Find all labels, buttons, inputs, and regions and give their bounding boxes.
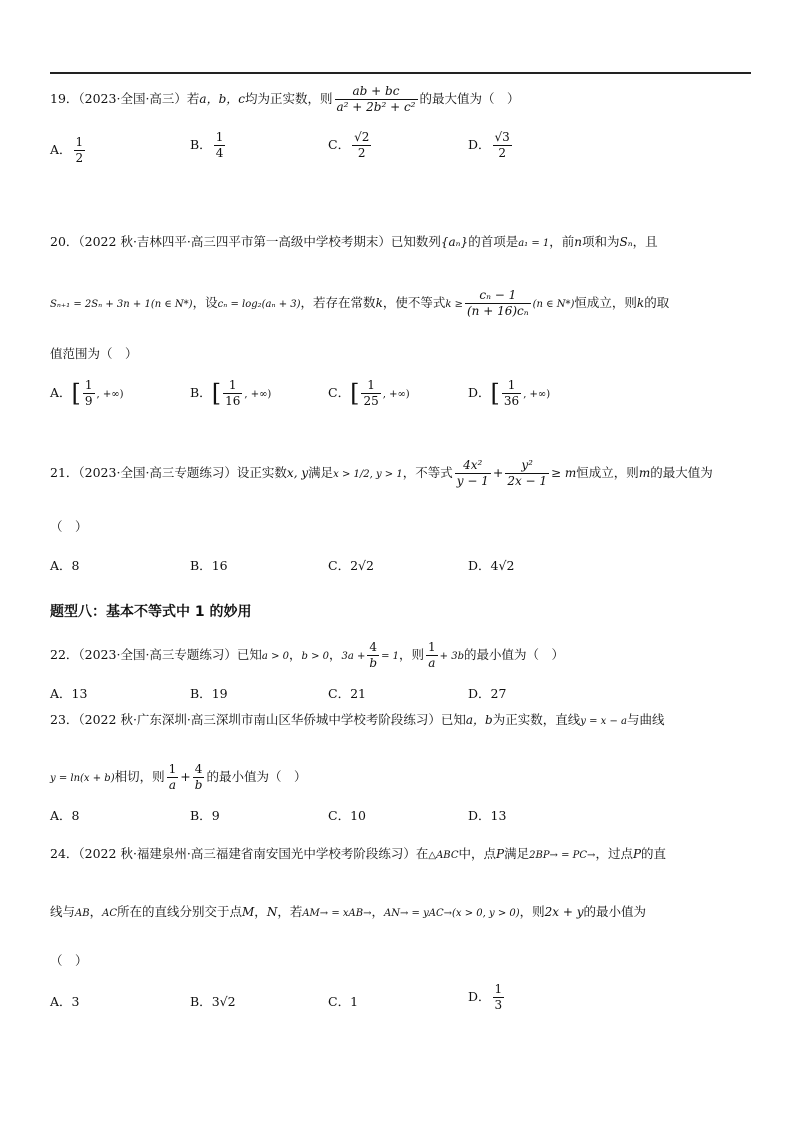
q20-ineq-den: (n + 16)cₙ [466, 304, 529, 318]
q24-line2 [50, 903, 646, 923]
q19-option-d[interactable] [468, 130, 514, 161]
option-num: √2 [354, 130, 370, 144]
q19-option-b[interactable] [190, 130, 227, 161]
option-den: 4 [215, 146, 224, 160]
q19-question: 的最大值为（ ） [419, 91, 520, 106]
frac-den: a [428, 656, 436, 670]
q24-ab: AB [75, 908, 90, 919]
q23-option-d[interactable] [468, 806, 506, 824]
q19-text: 均为正实数，则 [244, 91, 333, 106]
option-num: 1 [215, 130, 224, 144]
q23-text: 与曲线 [626, 712, 665, 727]
q24-text: 满足 [504, 846, 530, 861]
q20-text: 恒成立，则 [574, 295, 637, 310]
option-value: 3√2 [211, 994, 236, 1009]
q23-option-b[interactable] [190, 806, 220, 824]
option-label: B． [190, 808, 212, 823]
q24-text: 中，点 [458, 846, 497, 861]
frac-den: b [369, 656, 378, 670]
q19-fraction [335, 84, 418, 115]
q24-expr: 2x + y [544, 905, 584, 919]
q20-sn: Sₙ [619, 235, 633, 249]
frac-num: 4 [367, 640, 379, 656]
q23-source: 23．（2022 秋·广东深圳·高三深圳市南山区华侨城中学校考阶段练习）已知 [50, 712, 466, 727]
q24-m: M [242, 905, 255, 919]
separator: ， [371, 904, 385, 919]
frac-num: y² [505, 458, 549, 474]
option-den: 36 [503, 394, 520, 408]
q22-option-a[interactable] [50, 684, 87, 702]
separator: ， [89, 904, 103, 919]
q24-ac: AC [102, 908, 117, 919]
option-label: B． [190, 994, 212, 1009]
q21-text: 满足 [308, 465, 334, 480]
option-label: C． [328, 808, 351, 823]
q24-p: P [632, 847, 642, 861]
q22-c2: b > 0 [301, 651, 329, 662]
q21-frac1 [455, 458, 491, 489]
option-value: 13 [71, 686, 88, 701]
option-label: C． [328, 686, 351, 701]
q23-option-c[interactable] [328, 806, 366, 824]
q21-option-b[interactable] [190, 556, 228, 574]
option-value: 8 [71, 558, 80, 573]
option-value: 16 [211, 558, 228, 573]
q21-m: m [638, 466, 651, 480]
q24-option-b[interactable] [190, 992, 236, 1010]
option-den: 2 [498, 146, 506, 160]
option-value: 1 [350, 994, 359, 1009]
option-label: D． [468, 137, 491, 152]
frac-num: 1 [168, 762, 177, 776]
option-label: D． [468, 686, 491, 701]
q24-text: 所在的直线分别交于点 [116, 904, 242, 919]
q23-line-eq: y = x − a [580, 716, 627, 727]
frac-num: 1 [428, 640, 436, 654]
q21-text: 的最大值为 [650, 465, 713, 480]
q22-question: 的最小值为（ ） [464, 647, 565, 662]
q20-line2 [50, 288, 669, 319]
option-num: 1 [75, 135, 84, 149]
frac-den: y − 1 [456, 474, 489, 488]
q22-c3b: = 1 [381, 651, 400, 662]
option-label: D． [468, 989, 491, 1004]
q20-recurrence: Sₙ₊₁ = 2Sₙ + 3n + 1(n ∈ N*) [50, 299, 193, 310]
q20-ineq-cond: (n ∈ N*) [532, 299, 575, 310]
option-den: 16 [225, 394, 241, 408]
q20-option-d[interactable]: D．[ $\frac{1}{36}$ , +∞) [468, 378, 551, 408]
q24-tri: △ABC [428, 850, 459, 861]
q22-option-b[interactable] [190, 684, 228, 702]
q24-vec-eq: 2BP→ = PC→ [529, 850, 596, 861]
option-label: A． [50, 808, 72, 823]
q21-line1 [50, 458, 713, 489]
q22-expr: + 3b [439, 651, 464, 662]
q24-am: AM→ = xAB→ [302, 908, 372, 919]
q21-option-d[interactable] [468, 556, 514, 574]
option-value: 27 [490, 686, 507, 701]
q23-line2 [50, 762, 306, 793]
separator: ， [329, 647, 342, 662]
separator: ， [254, 904, 267, 919]
q20-text: 项和为 [582, 234, 620, 249]
q20-ineq-lhs: k ≥ [445, 299, 463, 310]
option-label: C． [328, 385, 351, 400]
q24-text: ，过点 [595, 846, 633, 861]
q21-source: 21．（2023·全国·高三专题练习）设正实数 [50, 465, 287, 480]
option-label: C． [328, 994, 351, 1009]
q23-line1 [50, 711, 665, 731]
option-num: 1 [223, 378, 242, 394]
q20-text: ，若存在常数 [300, 295, 376, 310]
q20-text: ，且 [632, 234, 658, 249]
q21-text: 恒成立，则 [576, 465, 639, 480]
option-label: B． [190, 385, 212, 400]
q22-stem [50, 640, 564, 671]
q23-text: 为正实数，直线 [492, 712, 581, 727]
q20-text: 的取 [644, 295, 670, 310]
q22-c3: 3a + [341, 651, 366, 662]
q24-option-c[interactable] [328, 992, 358, 1010]
q19-option-c[interactable] [328, 130, 373, 161]
frac-den: a [168, 778, 177, 792]
q20-option-c[interactable]: C．[ $\frac{1}{25}$ , +∞) [328, 378, 410, 408]
top-rule [50, 72, 751, 74]
q22-c1: a > 0 [261, 651, 289, 662]
q20-text: ，使不等式 [382, 295, 446, 310]
q20-text: ，前 [549, 234, 575, 249]
q23-frac1 [167, 762, 179, 793]
option-value: 8 [71, 808, 80, 823]
option-label: D． [468, 808, 491, 823]
q22-source: 22．（2023·全国·高三专题练习）已知 [50, 647, 262, 662]
q19-frac-num: ab + bc [335, 84, 418, 100]
plus-sign: + [180, 769, 191, 784]
q20-ineq-fraction [465, 288, 531, 319]
q21-ge: ≥ m [551, 466, 577, 480]
option-value: 13 [490, 808, 507, 823]
q21-text: ，不等式 [402, 465, 453, 480]
option-label: C． [328, 137, 351, 152]
q20-a1: a₁ = 1 [518, 238, 550, 249]
option-label: D． [468, 558, 491, 573]
q21-line2: （ ） [50, 519, 88, 534]
option-label: A． [50, 385, 72, 400]
q21-cond: x > 1/2, y > 1 [333, 469, 403, 480]
q21-frac2 [505, 458, 549, 489]
q19-option-a[interactable] [50, 135, 87, 166]
option-label: C． [328, 558, 351, 573]
q21-option-c[interactable] [328, 556, 374, 574]
q23-curve: y = ln(x + b) [50, 773, 115, 784]
frac-num: 4x² [455, 458, 491, 474]
q24-text: ，若 [277, 904, 303, 919]
option-den: 2 [75, 151, 84, 165]
q20-cn: cₙ = log₂(aₙ + 3) [217, 299, 301, 310]
q24-text: 线与 [50, 904, 76, 919]
option-num: √3 [494, 130, 510, 144]
q24-source: 24．（2022 秋·福建泉州·高三福建省南安国光中学校考阶段练习）在 [50, 846, 429, 861]
q23-option-a[interactable] [50, 806, 79, 824]
option-value: 9 [211, 808, 220, 823]
q20-line3: 值范围为（ ） [50, 346, 138, 361]
option-value: 3 [71, 994, 80, 1009]
q19-vars: a，b，c [199, 92, 245, 106]
option-label: B． [190, 137, 212, 152]
option-den: 3 [494, 998, 503, 1012]
q19-frac-den: a² + 2b² + c² [336, 100, 416, 114]
option-tail: , +∞) [96, 389, 124, 400]
q20-k: k [636, 296, 645, 310]
q22-frac [367, 640, 379, 671]
option-num: 1 [502, 378, 521, 394]
frac-den: b [194, 778, 203, 792]
section-heading: 题型八：基本不等式中 1 的妙用 [50, 604, 252, 620]
q20-option-b[interactable]: B．[ $\frac{1}{16}$ , +∞) [190, 378, 272, 408]
option-label: B． [190, 686, 212, 701]
q20-source: 20．（2022 秋·吉林四平·高三四平市第一高级中学校考期末）已知数列 [50, 234, 441, 249]
q23-question: 的最小值为（ ） [206, 769, 307, 784]
option-label: D． [468, 385, 491, 400]
q21-option-a[interactable] [50, 556, 79, 574]
q22-option-d[interactable] [468, 684, 506, 702]
q22-option-c[interactable] [328, 684, 366, 702]
option-tail: , +∞) [523, 389, 551, 400]
q20-option-a[interactable]: A．[ $\frac{1}{9}$ , +∞) [50, 378, 124, 408]
q20-seq: {aₙ} [440, 235, 469, 249]
option-tail: , +∞) [382, 389, 410, 400]
option-tail: , +∞) [244, 389, 272, 400]
q20-ineq-num: cₙ − 1 [465, 288, 531, 304]
q20-text: 的首项是 [468, 234, 519, 249]
option-label: B． [190, 558, 212, 573]
option-label: A． [50, 994, 72, 1009]
q24-option-d[interactable] [468, 982, 506, 1013]
option-value: 10 [350, 808, 366, 823]
q20-n: n [574, 235, 583, 249]
q19-stem [50, 84, 520, 115]
separator: ， [288, 647, 302, 662]
q24-n: N [266, 905, 278, 919]
q24-text: ，则 [519, 904, 545, 919]
q21-xy: x, y [286, 466, 309, 480]
option-den: 2 [357, 146, 366, 160]
q24-line1 [50, 845, 666, 865]
q23-ab: a，b [465, 713, 493, 727]
q22-expr-frac [426, 640, 438, 671]
option-label: A． [50, 142, 72, 157]
q24-text: 的直 [641, 846, 667, 861]
option-num: 1 [494, 982, 503, 996]
q24-option-a[interactable] [50, 992, 79, 1010]
q24-an: AN→ = yAC→(x > 0, y > 0) [384, 908, 520, 919]
option-num: 1 [84, 378, 93, 392]
option-den: 25 [363, 394, 379, 408]
q24-text: 的最小值为 [583, 904, 647, 919]
q23-text: 相切，则 [114, 769, 165, 784]
q22-text: ，则 [399, 647, 425, 662]
option-value: 21 [350, 686, 366, 701]
option-label: A． [50, 686, 72, 701]
option-num: 1 [361, 378, 380, 394]
plus-sign: + [492, 465, 504, 480]
option-value: 4√2 [490, 558, 515, 573]
q24-line3: （ ） [50, 953, 88, 968]
q24-p: P [496, 847, 505, 861]
frac-den: 2x − 1 [507, 474, 548, 488]
option-value: 2√2 [350, 558, 374, 573]
option-value: 19 [211, 686, 228, 701]
q23-frac2 [193, 762, 205, 793]
q20-line1 [50, 233, 658, 253]
option-label: A． [50, 558, 72, 573]
option-den: 9 [84, 394, 93, 408]
q19-source: 19．（2023·全国·高三）若 [50, 91, 200, 106]
q20-text: ，设 [192, 295, 218, 310]
q20-k: k [375, 296, 383, 310]
frac-num: 4 [193, 762, 205, 778]
